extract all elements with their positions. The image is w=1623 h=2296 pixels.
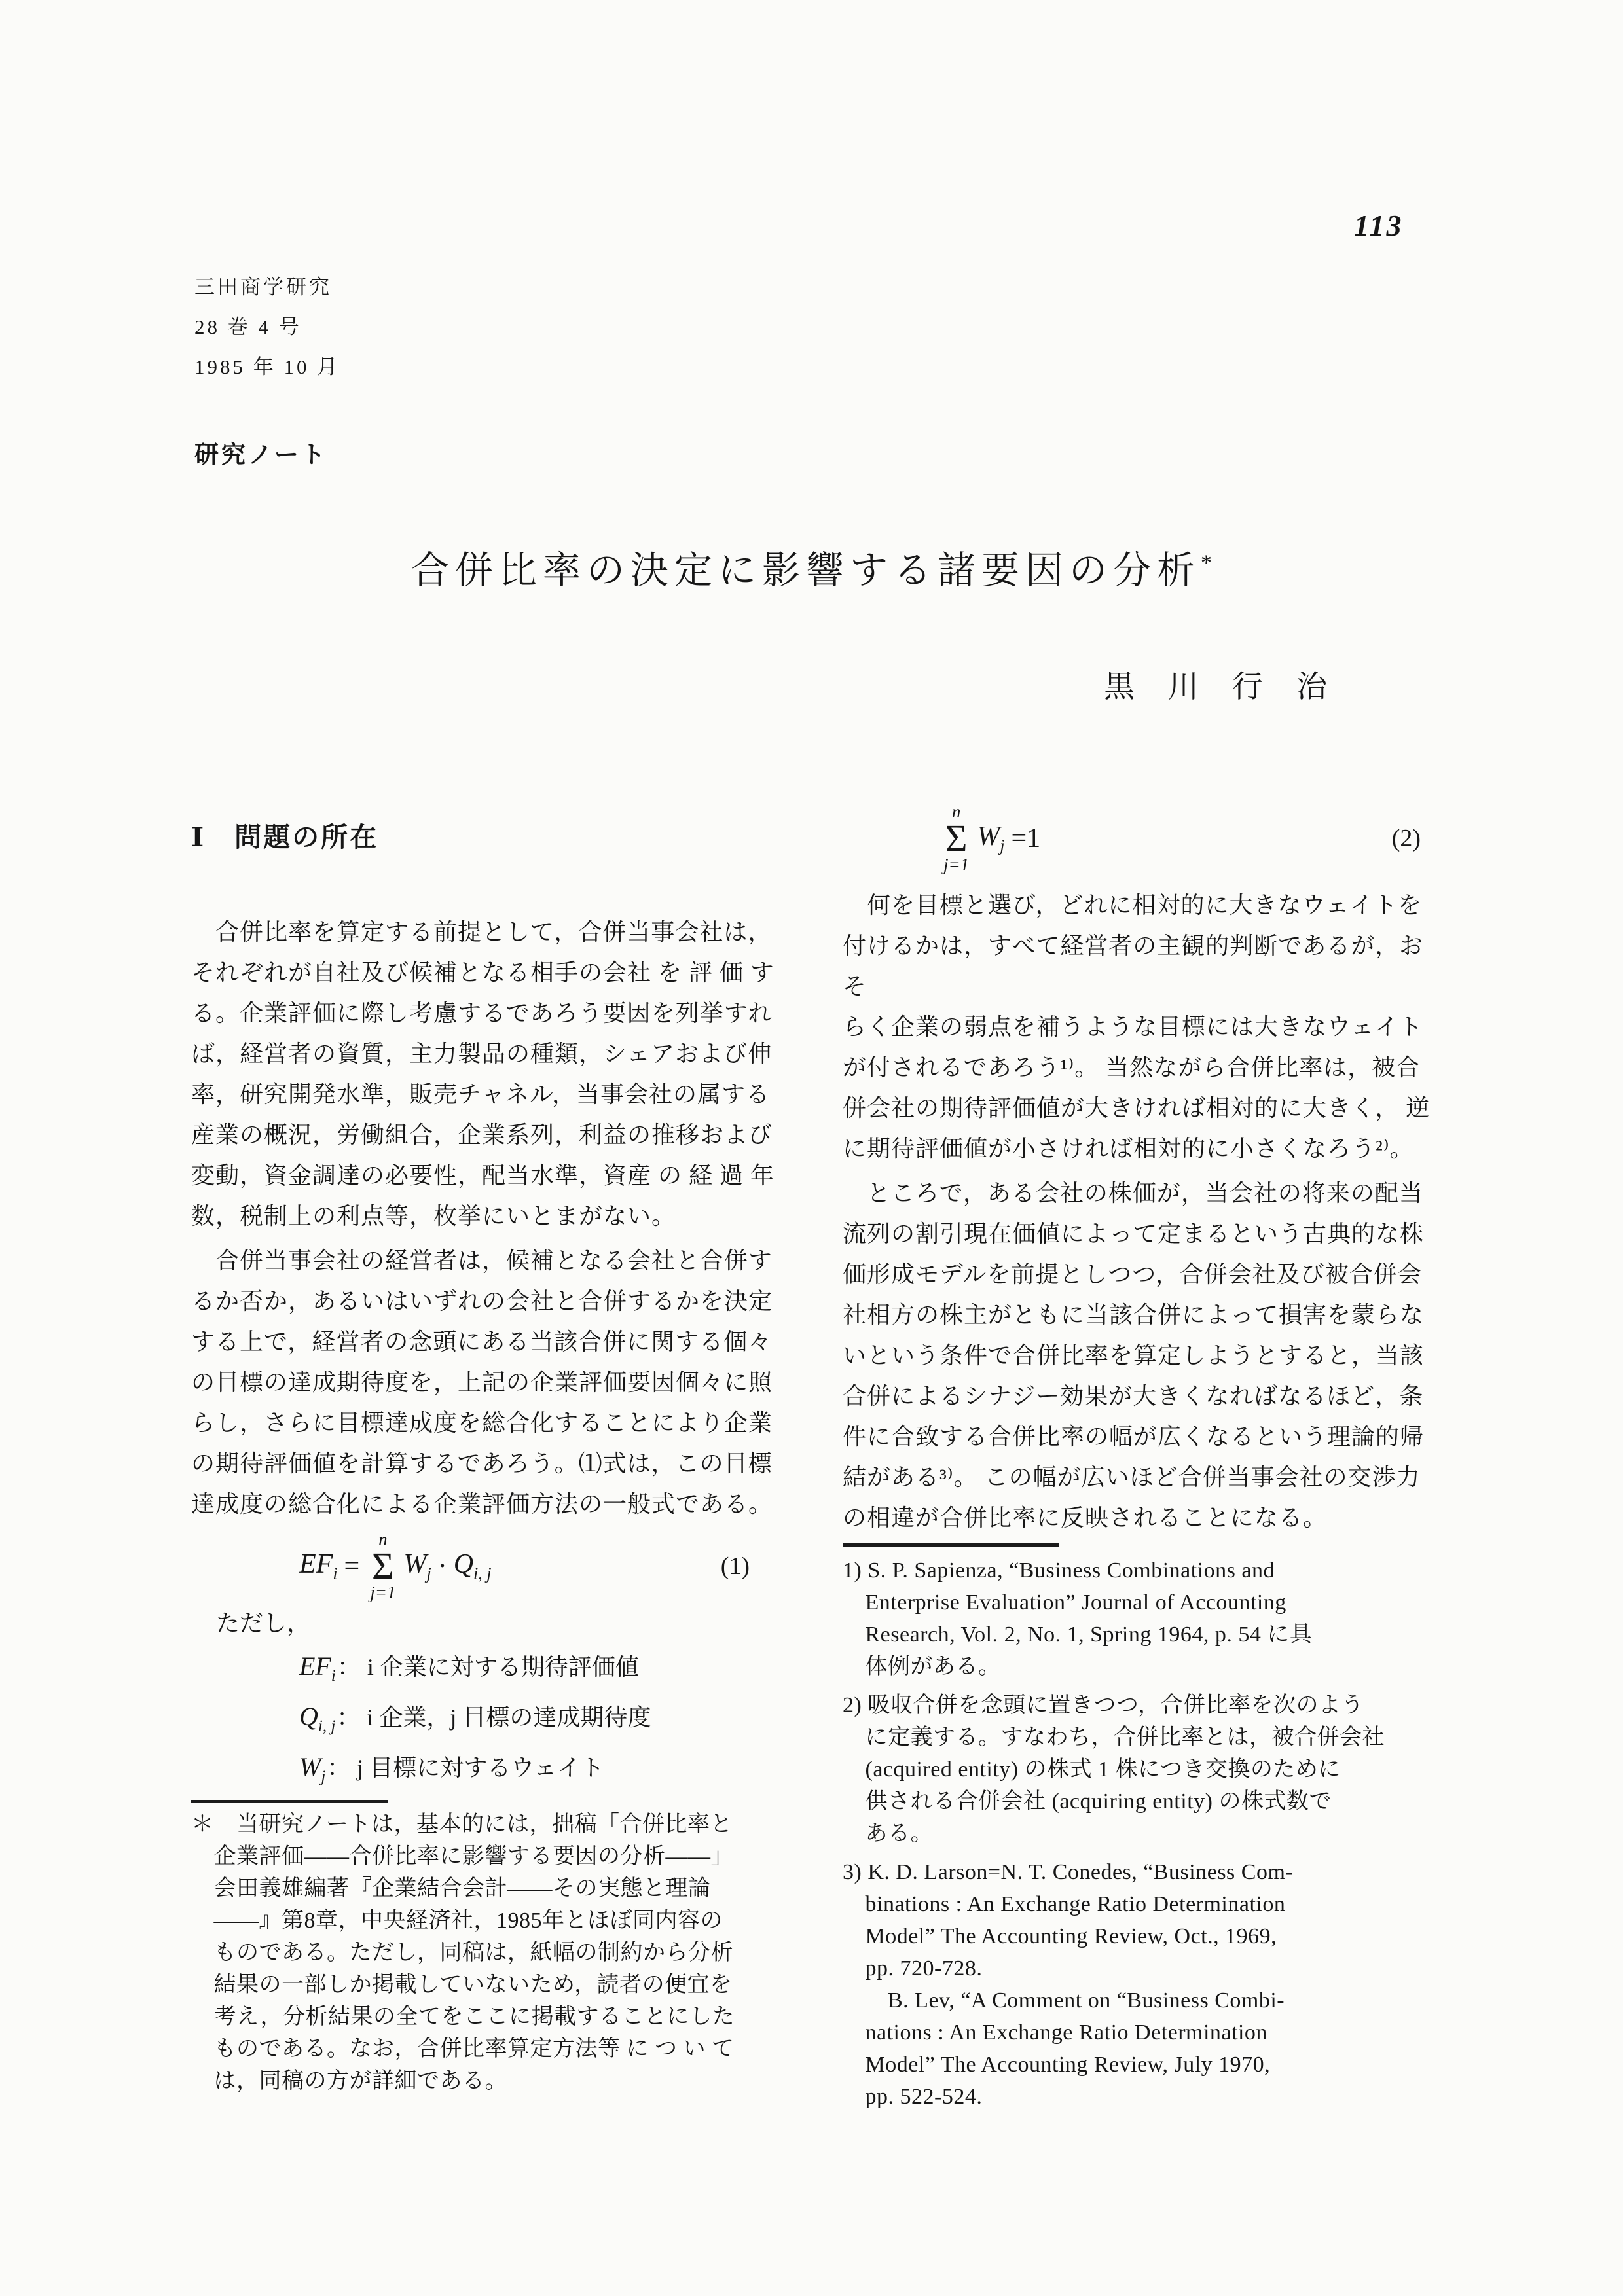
definition-EF: $EF_i$ ： i 企業に対する期待評価値 [299, 1651, 639, 1685]
footnote-asterisk [191, 1808, 784, 2097]
footnote-line: 供される合併会社 (acquiring entity) の株式数で [843, 1789, 1332, 1814]
page-number: 113 [1354, 209, 1404, 242]
definition-Q: $Q_{i, j}$ ： i 企業，j 目標の達成期待度 [299, 1702, 651, 1735]
footnote-line: に定義する。すなわち，合併比率とは，被合併会社 [843, 1725, 1385, 1749]
text-line: 結がある³⁾。 この幅が広いほど合併当事会社の交渉力 [843, 1464, 1421, 1490]
title-footnote-mark: * [1201, 550, 1212, 575]
text-line: いという条件で合併比率を算定しようとすると，当該 [843, 1342, 1425, 1369]
text-line: 合併によるシナジー効果が大きくなればなるほど，条 [843, 1383, 1424, 1409]
text-line: に期待評価値が小さければ相対的に小さくなろう²⁾。 [843, 1136, 1414, 1162]
text-line: らく企業の弱点を補うような目標には大きなウェイト [843, 1014, 1423, 1040]
footnote-3 [843, 1856, 1435, 2113]
summation-symbol: n Σ j=1 [943, 801, 970, 874]
where-clause: ただし， [216, 1610, 311, 1636]
footnote-line: 2) 吸収合併を念頭に置きつつ，合併比率を次のよう [843, 1693, 1364, 1717]
footnote-line: 結果の一部しか掲載していないため，読者の便宜を [191, 1973, 733, 1997]
footnotes [843, 1554, 1435, 2113]
footnote-line: ものである。なお，合併比率算定方法等 に つ い て [191, 2037, 735, 2061]
footnote-divider [191, 1800, 388, 1803]
footnote-line: 会田義雄編著『企業結合会計——その実態と理論 [191, 1876, 711, 1901]
footnote-line: (acquired entity) の株式 1 株につき交換のために [843, 1757, 1341, 1782]
text-line: るか否か，あるいはいずれの会社と合併するかを決定 [191, 1288, 773, 1314]
text-line: の目標の達成期待度を，上記の企業評価要因個々に照 [191, 1369, 773, 1395]
paper-title [0, 539, 1623, 594]
text-line: が付されるであろう¹⁾。 当然ながら合併比率は，被合 [843, 1054, 1421, 1081]
text-line: 産業の概況，労働組合，企業系列，利益の推移および [191, 1122, 773, 1148]
text-line: 社相方の株主がともに当該合併によって損害を蒙らな [843, 1302, 1425, 1328]
footnote-line: Model” The Accounting Review, July 1970, [843, 2053, 1271, 2077]
text-line: の相違が合併比率に反映されることになる。 [843, 1505, 1328, 1531]
summation-symbol: n Σ j=1 [370, 1529, 396, 1602]
equation-2-number: (2) [1391, 825, 1421, 852]
text-line: 流列の割引現在価値によって定まるという古典的な株 [843, 1221, 1425, 1247]
footnote-line: B. Lev, “A Comment on “Business Combi- [843, 1988, 1285, 2013]
footnote-line: Enterprise Evaluation” Journal of Accounting [843, 1590, 1286, 1615]
footnote-line: binations : An Exchange Ratio Determination [843, 1892, 1286, 1916]
footnote-line: 企業評価——合併比率に影響する要因の分析——」 [191, 1844, 733, 1869]
text-line: 合併比率を算定する前提として，合併当事会社は， [191, 919, 773, 945]
text-line: それぞれが自社及び候補となる相手の会社 を 評 価 す [191, 960, 775, 986]
footnote-line: 体例がある。 [843, 1655, 1001, 1679]
equation-2-expression [939, 801, 1043, 874]
paragraph [843, 885, 1435, 1169]
journal-volume-issue: 28 巻 4 号 [194, 315, 302, 338]
equation-1-expression [299, 1529, 492, 1602]
variable-definitions [299, 1646, 784, 1797]
footnote-line: pp. 522-524. [843, 2085, 983, 2109]
text-line: 数，税制上の利点等，枚挙にいとまがない。 [191, 1203, 676, 1229]
variable-Q: $Q_{i, j}$ [453, 1549, 492, 1583]
footnote-2 [843, 1689, 1435, 1850]
left-column [191, 821, 784, 2097]
footnote-line: ある。 [843, 1821, 933, 1846]
right-column [843, 801, 1435, 2113]
paragraph [191, 912, 784, 1236]
equation-1-number: (1) [720, 1552, 750, 1580]
section-heading: Ⅰ 問題の所在 [191, 822, 379, 852]
footnote-line: Model” The Accounting Review, Oct., 1969, [843, 1924, 1277, 1948]
text-line: る。企業評価に際し考慮するであろう要因を列挙すれ [191, 1000, 773, 1026]
journal-name: 三田商学研究 [194, 276, 332, 298]
footnote-line: 3) K. D. Larson=N. T. Conedes, “Business Com- [843, 1860, 1294, 1884]
text-line: 何を目標と選び，どれに相対的に大きなウェイトを [843, 892, 1423, 918]
paragraph [191, 1240, 784, 1524]
definition-W: $W_j$ ： j 目標に対するウェイト [299, 1752, 604, 1785]
footnote-divider [843, 1543, 1059, 1547]
journal-date: 1985 年 10 月 [194, 355, 340, 378]
footnote-line: Research, Vol. 2, No. 1, Spring 1964, p. 54 に具 [843, 1623, 1313, 1647]
multiplication-dot: · [437, 1551, 447, 1581]
footnote-line: 1) S. P. Sapienza, “Business Combinations and [843, 1558, 1275, 1583]
text-line: ば，経営者の資質，主力製品の種類，シェアおよび伸 [191, 1041, 773, 1067]
text-line: 変動，資金調達の必要性，配当水準，資産 の 経 過 年 [191, 1162, 775, 1189]
text-line: 価形成モデルを前提としつつ，合併会社及び被合併会 [843, 1261, 1422, 1287]
footnote-line: は，同稿の方が詳細である。 [191, 2069, 507, 2093]
article-type-label: 研究ノート [194, 441, 328, 468]
footnote-line: pp. 720-728. [843, 1956, 983, 1981]
text-line: の期待評価値を計算するであろう。⑴式は，この目標 [191, 1450, 773, 1477]
variable-W: $W_j$ [977, 821, 1005, 855]
variable-EF: $EF_i$ [299, 1549, 338, 1583]
text-line: 達成度の総合化による企業評価方法の一般式である。 [191, 1491, 773, 1517]
variable-W: $W_j$ [403, 1549, 431, 1583]
text-line: ところで，ある会社の株価が，当会社の将来の配当 [843, 1180, 1423, 1206]
paper-title-text: 合併比率の決定に影響する諸要因の分析 [410, 549, 1201, 592]
text-line: 付けるかは，すべて経営者の主観的判断であるが，おそ [843, 933, 1424, 999]
footnote-line: ものである。ただし，同稿は，紙幅の制約から分析 [191, 1941, 733, 1965]
footnote-line: 考え，分析結果の全てをここに掲載することにした [191, 2005, 735, 2029]
footnote-line: ——』第8章，中央経済社，1985年とほぼ同内容の [191, 1909, 723, 1933]
text-line: らし，さらに目標達成度を総合化することにより企業 [191, 1410, 773, 1436]
equals-sign: =1 [1011, 823, 1041, 853]
equation-1 [191, 1530, 784, 1603]
text-line: 件に合致する合併比率の幅が広くなるという理論的帰 [843, 1424, 1425, 1450]
equation-2 [843, 801, 1435, 874]
text-line: 合併当事会社の経営者は，候補となる会社と合併す [191, 1247, 773, 1274]
text-line: 併会社の期待評価値が大きければ相対的に大きく， 逆 [843, 1095, 1431, 1121]
footnote-1 [843, 1554, 1435, 1683]
equals-sign: = [344, 1551, 360, 1581]
text-line: 率，研究開発水準，販売チャネル，当事会社の属する [191, 1081, 771, 1107]
text-line: する上で，経営者の念頭にある当該合併に関する個々 [191, 1329, 773, 1355]
footnote-line: ＊ 当研究ノートは，基本的には，拙稿「合併比率と [191, 1812, 733, 1837]
footnote-line: nations : An Exchange Ratio Determination [843, 2020, 1267, 2045]
paragraph [843, 1173, 1435, 1538]
journal-header [194, 267, 340, 387]
author-name: 黒 川 行 治 [1104, 670, 1328, 704]
